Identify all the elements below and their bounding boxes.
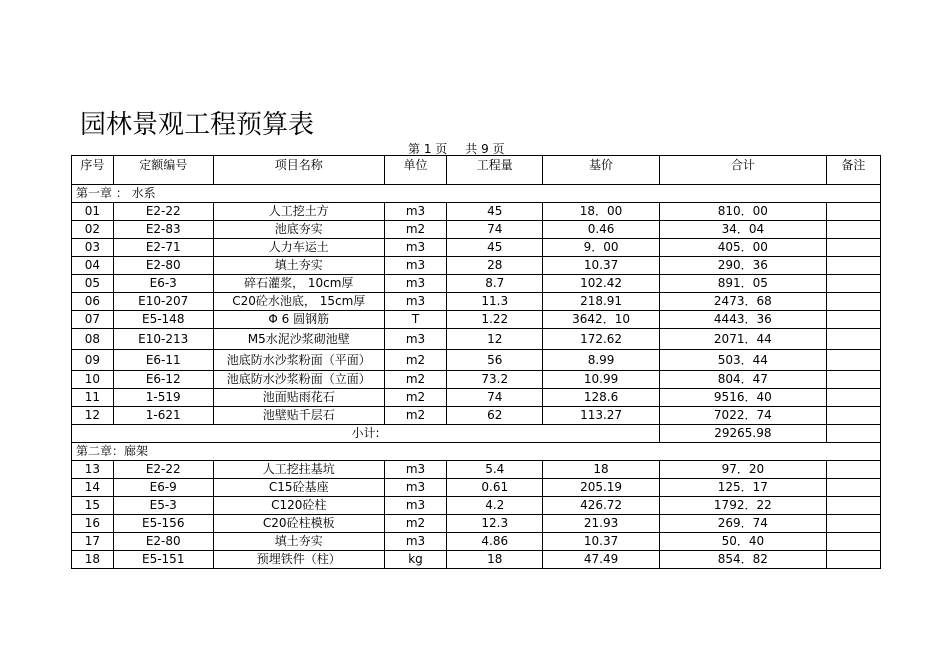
row-note [826, 311, 880, 329]
row-unit: m3 [384, 203, 447, 221]
subtotal-value: 29265.98 [659, 425, 826, 443]
row-code: E5-151 [113, 551, 213, 569]
row-note [826, 293, 880, 311]
page-current: 第 1 页 [408, 142, 448, 156]
row-item-name: 人工挖拄基坑 [213, 461, 384, 479]
col-header-no: 序号 [72, 156, 114, 185]
row-no: 03 [72, 239, 114, 257]
row-total: 290．36 [659, 257, 826, 275]
row-total: 125．17 [659, 479, 826, 497]
row-note [826, 515, 880, 533]
row-note [826, 329, 880, 350]
row-unit: m3 [384, 329, 447, 350]
table-row [72, 221, 881, 239]
row-code: E2-83 [113, 221, 213, 239]
row-unit: m3 [384, 533, 447, 551]
row-unit: m2 [384, 515, 447, 533]
row-quantity: 45 [447, 203, 543, 221]
col-header-unit: 单位 [384, 156, 447, 185]
row-no: 06 [72, 293, 114, 311]
row-note [826, 551, 880, 569]
row-unit: m3 [384, 293, 447, 311]
col-header-price: 基价 [543, 156, 660, 185]
col-header-code: 定额编号 [113, 156, 213, 185]
page-total: 共 9 页 [465, 142, 505, 156]
row-item-name: 池底夯实 [213, 221, 384, 239]
row-note [826, 221, 880, 239]
row-code: E5-156 [113, 515, 213, 533]
row-unit: m3 [384, 497, 447, 515]
row-unit: m3 [384, 479, 447, 497]
col-header-qty: 工程量 [447, 156, 543, 185]
row-total: 34．04 [659, 221, 826, 239]
row-item-name: 池面贴雨花石 [213, 389, 384, 407]
row-quantity: 74 [447, 389, 543, 407]
row-base-price: 0.46 [543, 221, 660, 239]
table-row [72, 407, 881, 425]
row-unit: m2 [384, 371, 447, 389]
subtotal-label: 小计: [72, 425, 660, 443]
table-row [72, 293, 881, 311]
row-no: 12 [72, 407, 114, 425]
row-unit: m2 [384, 221, 447, 239]
section-label: 第二章：廊架 [72, 443, 881, 461]
table-row [72, 311, 881, 329]
row-total: 891．05 [659, 275, 826, 293]
row-total: 2473．68 [659, 293, 826, 311]
row-item-name: 池底防水沙浆粉面（平面） [213, 350, 384, 371]
row-base-price: 18．00 [543, 203, 660, 221]
row-base-price: 3642．10 [543, 311, 660, 329]
row-base-price: 10.37 [543, 257, 660, 275]
row-unit: m3 [384, 275, 447, 293]
row-code: E5-148 [113, 311, 213, 329]
budget-table [71, 155, 881, 569]
row-note [826, 461, 880, 479]
row-code: E10-207 [113, 293, 213, 311]
table-row [72, 239, 881, 257]
row-unit: m2 [384, 350, 447, 371]
row-quantity: 62 [447, 407, 543, 425]
subtotal-row [72, 425, 881, 443]
table-row [72, 551, 881, 569]
row-no: 02 [72, 221, 114, 239]
row-note [826, 350, 880, 371]
row-note [826, 203, 880, 221]
row-no: 13 [72, 461, 114, 479]
row-unit: kg [384, 551, 447, 569]
row-total: 804．47 [659, 371, 826, 389]
row-unit: m3 [384, 239, 447, 257]
row-item-name: C120砼柱 [213, 497, 384, 515]
row-code: E6-12 [113, 371, 213, 389]
row-note [826, 497, 880, 515]
row-item-name: 碎石灌浆， 10cm厚 [213, 275, 384, 293]
row-base-price: 113.27 [543, 407, 660, 425]
row-code: E2-22 [113, 461, 213, 479]
table-row [72, 203, 881, 221]
row-note [826, 479, 880, 497]
row-quantity: 56 [447, 350, 543, 371]
row-no: 16 [72, 515, 114, 533]
row-item-name: 预埋铁件（柱） [213, 551, 384, 569]
row-item-name: C20砼柱模板 [213, 515, 384, 533]
row-item-name: 池底防水沙浆粉面（立面） [213, 371, 384, 389]
row-no: 01 [72, 203, 114, 221]
row-item-name: Φ 6 圆钢筋 [213, 311, 384, 329]
row-total: 4443．36 [659, 311, 826, 329]
row-note [826, 257, 880, 275]
subtotal-note [826, 425, 880, 443]
row-total: 854．82 [659, 551, 826, 569]
row-no: 05 [72, 275, 114, 293]
row-quantity: 12.3 [447, 515, 543, 533]
row-base-price: 18 [543, 461, 660, 479]
row-quantity: 18 [447, 551, 543, 569]
row-item-name: C20砼水池底， 15cm厚 [213, 293, 384, 311]
row-code: E6-9 [113, 479, 213, 497]
table-row [72, 533, 881, 551]
row-code: E6-11 [113, 350, 213, 371]
row-note [826, 407, 880, 425]
row-code: 1-621 [113, 407, 213, 425]
row-base-price: 10.99 [543, 371, 660, 389]
row-total: 7022．74 [659, 407, 826, 425]
col-header-note: 备注 [826, 156, 880, 185]
row-unit: m3 [384, 257, 447, 275]
row-note [826, 371, 880, 389]
row-base-price: 128.6 [543, 389, 660, 407]
row-note [826, 533, 880, 551]
row-no: 15 [72, 497, 114, 515]
row-quantity: 1.22 [447, 311, 543, 329]
col-header-total: 合计 [659, 156, 826, 185]
row-total: 405．00 [659, 239, 826, 257]
row-code: E2-80 [113, 257, 213, 275]
row-no: 17 [72, 533, 114, 551]
row-note [826, 389, 880, 407]
row-no: 07 [72, 311, 114, 329]
row-item-name: 填土夯实 [213, 533, 384, 551]
row-no: 11 [72, 389, 114, 407]
row-quantity: 4.2 [447, 497, 543, 515]
row-total: 810．00 [659, 203, 826, 221]
row-base-price: 8.99 [543, 350, 660, 371]
row-quantity: 74 [447, 221, 543, 239]
row-item-name: C15砼基座 [213, 479, 384, 497]
row-item-name: 池壁贴千层石 [213, 407, 384, 425]
table-row [72, 257, 881, 275]
row-note [826, 275, 880, 293]
table-row [72, 371, 881, 389]
table-row [72, 479, 881, 497]
table-row [72, 389, 881, 407]
row-note [826, 239, 880, 257]
section-row [72, 443, 881, 461]
table-row [72, 329, 881, 350]
row-quantity: 5.4 [447, 461, 543, 479]
row-code: E2-80 [113, 533, 213, 551]
row-total: 1792．22 [659, 497, 826, 515]
table-body [72, 185, 881, 569]
row-unit: m2 [384, 389, 447, 407]
row-unit: m2 [384, 407, 447, 425]
row-item-name: 人力车运土 [213, 239, 384, 257]
row-base-price: 9．00 [543, 239, 660, 257]
row-total: 2071．44 [659, 329, 826, 350]
row-base-price: 426.72 [543, 497, 660, 515]
row-base-price: 218.91 [543, 293, 660, 311]
section-row [72, 185, 881, 203]
row-quantity: 4.86 [447, 533, 543, 551]
table-row [72, 461, 881, 479]
row-total: 503．44 [659, 350, 826, 371]
row-no: 04 [72, 257, 114, 275]
row-quantity: 0.61 [447, 479, 543, 497]
row-code: E10-213 [113, 329, 213, 350]
row-quantity: 28 [447, 257, 543, 275]
col-header-name: 项目名称 [213, 156, 384, 185]
table-row [72, 350, 881, 371]
table-row [72, 515, 881, 533]
row-no: 10 [72, 371, 114, 389]
row-total: 50．40 [659, 533, 826, 551]
row-code: E6-3 [113, 275, 213, 293]
row-quantity: 11.3 [447, 293, 543, 311]
row-base-price: 102.42 [543, 275, 660, 293]
row-total: 9516．40 [659, 389, 826, 407]
row-quantity: 45 [447, 239, 543, 257]
row-code: 1-519 [113, 389, 213, 407]
row-code: E2-22 [113, 203, 213, 221]
row-unit: m3 [384, 461, 447, 479]
table-row [72, 275, 881, 293]
header-row [72, 156, 881, 185]
row-no: 08 [72, 329, 114, 350]
row-no: 18 [72, 551, 114, 569]
table-row [72, 497, 881, 515]
row-quantity: 12 [447, 329, 543, 350]
row-item-name: 填土夯实 [213, 257, 384, 275]
row-quantity: 73.2 [447, 371, 543, 389]
row-item-name: M5水泥沙浆砌池壁 [213, 329, 384, 350]
row-total: 269．74 [659, 515, 826, 533]
section-label: 第一章 ： 水系 [72, 185, 881, 203]
page-title: 园林景观工程预算表 [80, 110, 315, 140]
row-no: 14 [72, 479, 114, 497]
row-quantity: 8.7 [447, 275, 543, 293]
row-total: 97．20 [659, 461, 826, 479]
row-base-price: 47.49 [543, 551, 660, 569]
row-base-price: 21.93 [543, 515, 660, 533]
row-no: 09 [72, 350, 114, 371]
row-base-price: 205.19 [543, 479, 660, 497]
row-unit: T [384, 311, 447, 329]
row-code: E5-3 [113, 497, 213, 515]
row-base-price: 172.62 [543, 329, 660, 350]
row-code: E2-71 [113, 239, 213, 257]
row-item-name: 人工挖土方 [213, 203, 384, 221]
row-base-price: 10.37 [543, 533, 660, 551]
